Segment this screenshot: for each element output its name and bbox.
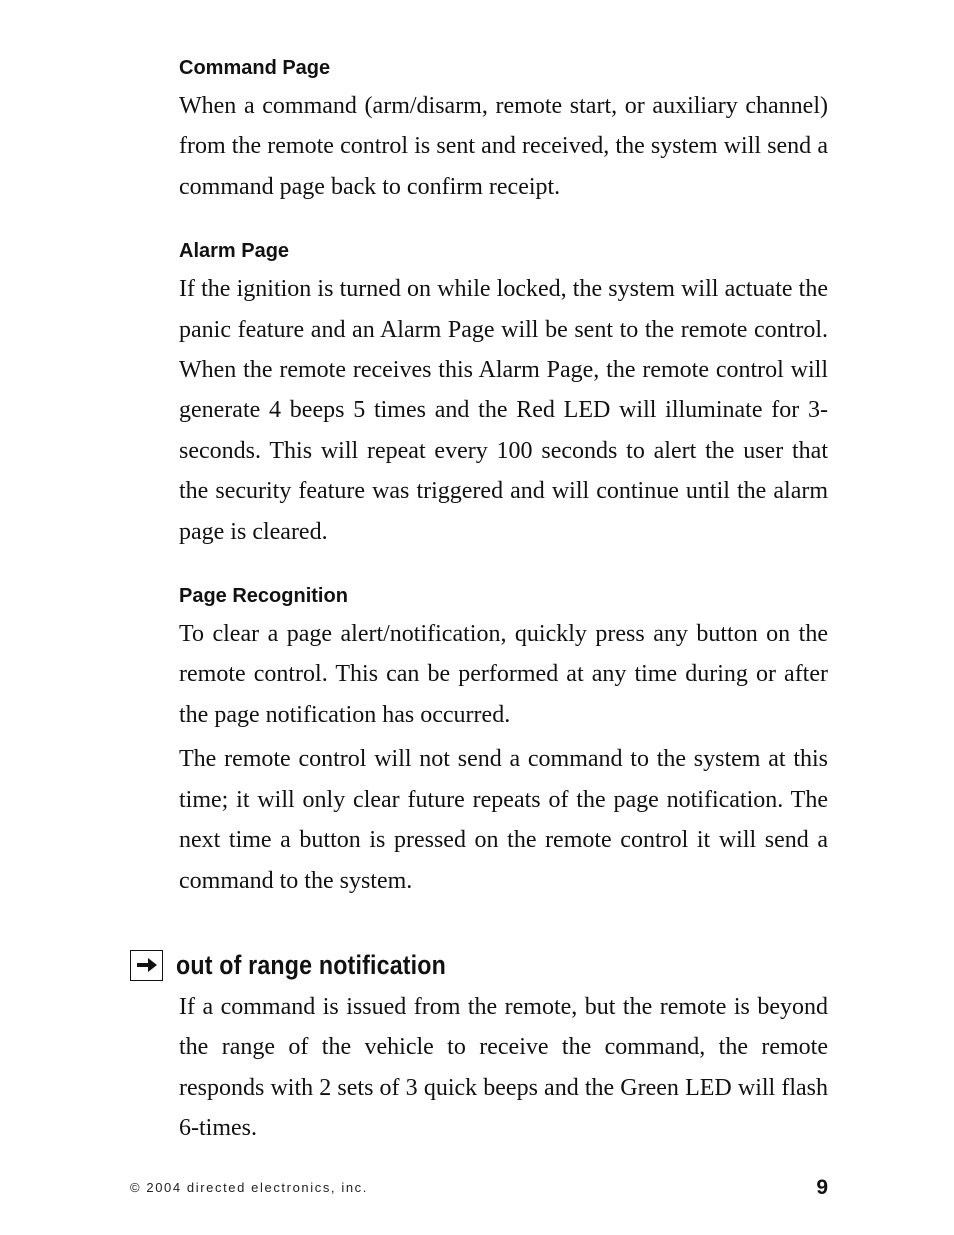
paragraph-out-of-range: If a command is issued from the remote, but the remote is beyond the range of the vehicle to receive the command, the remote responds with 2 sets of 3 quick beeps and the Green LED will flash 6-times. <box>179 993 828 1142</box>
paragraph-page-recognition-2: The remote control will not send a command to the system at this time; it will only clear future repeats of the page notification. The next time a button is pressed on the remote control it will send a command to the system. <box>179 746 828 894</box>
section-command-page <box>179 54 828 207</box>
page-content <box>176 54 828 1149</box>
heading-alarm-page: Alarm Page <box>179 240 290 263</box>
heading-out-of-range: out of range notification <box>176 949 447 980</box>
section-alarm-page <box>179 237 828 552</box>
heading-command-page: Command Page <box>179 57 331 79</box>
footer-copyright: © 2004 directed electronics, inc. <box>130 1180 368 1195</box>
paragraph-command-page: When a command (arm/disarm, remote start, or auxiliary channel) from the remote control is sent and received, the system will send a command page back to confirm receipt. <box>179 93 828 200</box>
arrow-right-icon <box>130 950 163 981</box>
heading-page-recognition: Page Recognition <box>179 585 348 608</box>
section-page-recognition <box>179 582 828 901</box>
paragraph-page-recognition-1: To clear a page alert/notification, quickly press any button on the remote control. This can be performed at any time during or after the page notification has occurred. <box>179 621 828 728</box>
section-out-of-range <box>176 947 828 1149</box>
paragraph-alarm-page: If the ignition is turned on while locked, the system will actuate the panic feature and an Alarm Page will be sent to the remote control. When the remote receives this Alarm Page, the remote control will generate 4 beeps 5 times and the Red LED will illuminate for 3-seconds. This will repeat every 100 seconds to alert the user that the security feature was triggered and will continue until the alarm page is cleared. <box>179 276 828 545</box>
page-number: 9 <box>816 1176 828 1199</box>
